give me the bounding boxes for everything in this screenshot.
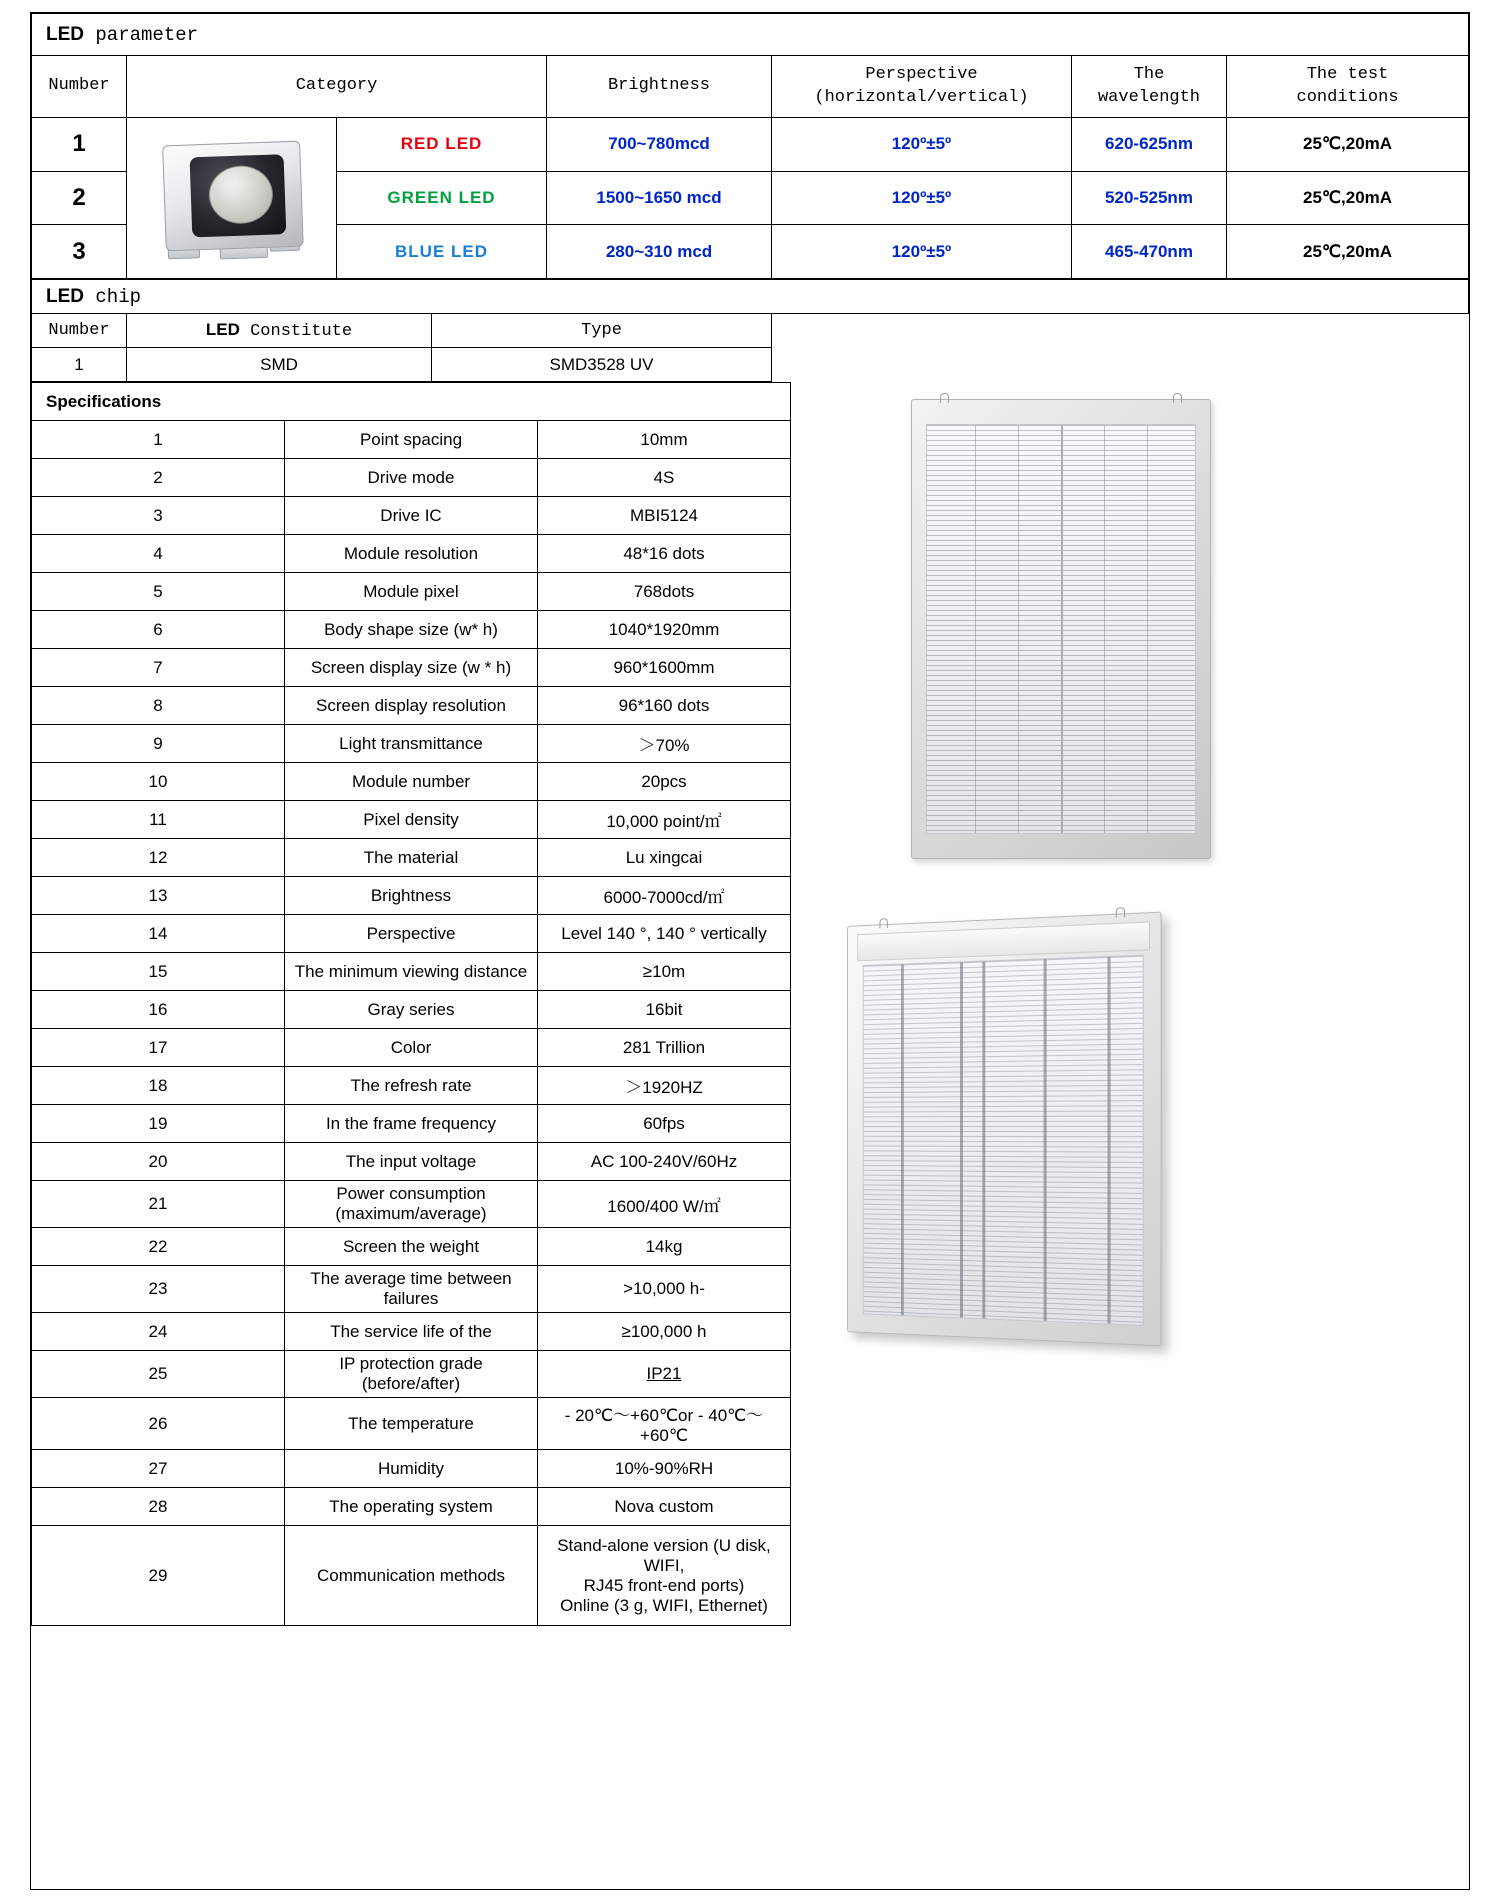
led-parameter-table xyxy=(31,13,1469,279)
spec-value: MBI5124 xyxy=(538,497,791,535)
spec-name: Screen display size (w * h) xyxy=(285,649,538,687)
spec-value: 10%-90%RH xyxy=(538,1450,791,1488)
spec-value: 14kg xyxy=(538,1228,791,1266)
table-row xyxy=(32,573,791,611)
led-category-red: RED LED xyxy=(337,118,547,172)
spec-value: 10mm xyxy=(538,421,791,459)
spec-number: 12 xyxy=(32,839,285,877)
mesh-bar xyxy=(1147,425,1148,833)
chip-row-number: 1 xyxy=(32,348,127,382)
spec-name: The service life of the xyxy=(285,1313,538,1351)
spec-name: The temperature xyxy=(285,1398,538,1450)
spec-value-ip-grade: IP21 xyxy=(646,1364,682,1383)
row-number: 3 xyxy=(32,225,127,279)
spec-name-line1: Power consumption xyxy=(336,1184,486,1203)
spec-number: 23 xyxy=(32,1266,285,1313)
led-perspective-blue: 120º±5º xyxy=(772,225,1072,279)
hook-icon xyxy=(879,918,887,928)
spec-value xyxy=(538,1351,791,1398)
spec-number: 6 xyxy=(32,611,285,649)
table-row xyxy=(32,1351,791,1398)
spec-name: Communication methods xyxy=(285,1526,538,1626)
led-brightness-red: 700~780mcd xyxy=(547,118,772,172)
table-row xyxy=(32,1398,791,1450)
spec-value: Level 140 °, 140 ° vertically xyxy=(538,915,791,953)
spec-number: 10 xyxy=(32,763,285,801)
led-chip-title-bold: LED xyxy=(46,285,84,307)
table-row xyxy=(32,801,791,839)
led-parameter-header-row xyxy=(32,56,1469,118)
spec-name: The material xyxy=(285,839,538,877)
table-row xyxy=(32,118,1469,172)
table-row xyxy=(32,1181,791,1228)
table-row xyxy=(32,915,791,953)
spec-name: Humidity xyxy=(285,1450,538,1488)
spec-number: 14 xyxy=(32,915,285,953)
spec-number: 2 xyxy=(32,459,285,497)
spec-value-line2: RJ45 front-end ports) xyxy=(583,1575,745,1595)
spec-number: 1 xyxy=(32,421,285,459)
spec-value: >10,000 h- xyxy=(538,1266,791,1313)
screen-front-image xyxy=(911,399,1211,859)
spec-number: 7 xyxy=(32,649,285,687)
col-header-number: Number xyxy=(32,56,127,118)
hook-icon xyxy=(1173,393,1182,403)
table-row xyxy=(32,535,791,573)
led-photo-graphic xyxy=(127,118,336,278)
table-row xyxy=(32,1228,791,1266)
table-row xyxy=(32,1526,791,1626)
led-chip-title xyxy=(32,280,1469,314)
mesh-bar xyxy=(901,964,904,1315)
spec-name: Module resolution xyxy=(285,535,538,573)
screen-front-frame xyxy=(911,399,1211,859)
spec-number: 13 xyxy=(32,877,285,915)
spec-value: 281 Trillion xyxy=(538,1029,791,1067)
hook-icon xyxy=(940,393,949,403)
led-perspective-green: 120º±5º xyxy=(772,171,1072,225)
table-row xyxy=(32,649,791,687)
spec-number: 4 xyxy=(32,535,285,573)
led-brightness-green: 1500~1650 mcd xyxy=(547,171,772,225)
col-header-wavelength-line1: The xyxy=(1133,64,1165,84)
spec-name: The refresh rate xyxy=(285,1067,538,1105)
led-chip-title-rest: chip xyxy=(84,285,142,308)
spec-name-line2: (maximum/average) xyxy=(335,1204,487,1223)
spec-value: 48*16 dots xyxy=(538,535,791,573)
spec-value: 768dots xyxy=(538,573,791,611)
table-row xyxy=(32,1029,791,1067)
spec-name: Pixel density xyxy=(285,801,538,839)
spec-number: 9 xyxy=(32,725,285,763)
spec-number: 19 xyxy=(32,1105,285,1143)
mesh-bar xyxy=(975,425,976,833)
col-header-perspective-line2: (horizontal/vertical) xyxy=(814,87,1029,107)
col-header-brightness: Brightness xyxy=(547,56,772,118)
spec-name: Perspective xyxy=(285,915,538,953)
specifications-title: Specifications xyxy=(32,383,791,421)
led-parameter-title-rest: parameter xyxy=(84,23,199,46)
col-header-perspective-line1: Perspective xyxy=(865,64,978,84)
spec-value: Nova custom xyxy=(538,1488,791,1526)
chip-col-header-type: Type xyxy=(432,314,772,348)
chip-row-type: SMD3528 UV xyxy=(432,348,772,382)
spec-number: 28 xyxy=(32,1488,285,1526)
spec-name: Module number xyxy=(285,763,538,801)
table-row xyxy=(32,1488,791,1526)
spec-name xyxy=(285,1266,538,1313)
spec-name: The input voltage xyxy=(285,1143,538,1181)
mesh-bar xyxy=(960,962,963,1317)
spec-number: 5 xyxy=(32,573,285,611)
spec-name-line1: The average time between xyxy=(310,1269,512,1288)
col-header-conditions-line2: conditions xyxy=(1296,87,1399,107)
table-row xyxy=(32,459,791,497)
led-category-green: GREEN LED xyxy=(337,171,547,225)
led-conditions-red: 25℃,20mA xyxy=(1227,118,1469,172)
spec-number: 11 xyxy=(32,801,285,839)
spec-name: The operating system xyxy=(285,1488,538,1526)
spec-number: 3 xyxy=(32,497,285,535)
spec-value: 60fps xyxy=(538,1105,791,1143)
table-row xyxy=(32,763,791,801)
spec-value: 16bit xyxy=(538,991,791,1029)
spec-value: ＞1920HZ xyxy=(538,1067,791,1105)
spec-value: 20pcs xyxy=(538,763,791,801)
spec-name: The minimum viewing distance xyxy=(285,953,538,991)
mesh-bar xyxy=(982,961,985,1318)
table-row xyxy=(32,1266,791,1313)
specifications-title-row xyxy=(32,383,791,421)
spec-name: Brightness xyxy=(285,877,538,915)
spec-value: - 20℃～+60℃or - 40℃～+60℃ xyxy=(538,1398,791,1450)
spec-value-line1: Stand-alone version (U disk, WIFI, xyxy=(557,1535,771,1575)
spec-number: 26 xyxy=(32,1398,285,1450)
spec-value: 4S xyxy=(538,459,791,497)
spec-number: 8 xyxy=(32,687,285,725)
spec-value: Lu xingcai xyxy=(538,839,791,877)
spec-name: Color xyxy=(285,1029,538,1067)
spec-name: Drive mode xyxy=(285,459,538,497)
table-row xyxy=(32,877,791,915)
product-images-column xyxy=(791,349,1469,1889)
spec-name: Screen display resolution xyxy=(285,687,538,725)
chip-col-header-constitute xyxy=(127,314,432,348)
spec-name: Point spacing xyxy=(285,421,538,459)
screen-angled-frame xyxy=(847,912,1161,1347)
mesh-bar xyxy=(1107,957,1110,1324)
chip-col-header-constitute-bold: LED xyxy=(205,320,240,339)
table-row xyxy=(32,725,791,763)
spec-value: 10,000 point/㎡ xyxy=(538,801,791,839)
table-row xyxy=(32,1067,791,1105)
spec-number: 21 xyxy=(32,1181,285,1228)
led-chip-header-row xyxy=(32,314,1469,348)
mesh-bar xyxy=(1104,425,1105,833)
screen-angled-image xyxy=(839,919,1159,1339)
spec-name: In the frame frequency xyxy=(285,1105,538,1143)
spec-number: 22 xyxy=(32,1228,285,1266)
spec-number: 16 xyxy=(32,991,285,1029)
col-header-wavelength xyxy=(1072,56,1227,118)
spec-name: Body shape size (w* h) xyxy=(285,611,538,649)
col-header-perspective xyxy=(772,56,1072,118)
spec-name-line2: failures xyxy=(383,1289,439,1308)
table-row xyxy=(32,839,791,877)
spec-value: 1600/400 W/㎡ xyxy=(538,1181,791,1228)
specifications-table xyxy=(31,382,791,1626)
spec-number: 17 xyxy=(32,1029,285,1067)
led-package-photo xyxy=(127,118,337,279)
chip-col-header-constitute-rest: Constitute xyxy=(239,322,353,341)
spec-number: 18 xyxy=(32,1067,285,1105)
led-body xyxy=(162,141,304,252)
led-package-shape xyxy=(153,136,309,259)
spec-value: AC 100-240V/60Hz xyxy=(538,1143,791,1181)
spec-value: 96*160 dots xyxy=(538,687,791,725)
table-row xyxy=(32,1105,791,1143)
table-row xyxy=(32,687,791,725)
table-row xyxy=(32,1450,791,1488)
chip-col-header-number: Number xyxy=(32,314,127,348)
led-chip-title-row xyxy=(32,280,1469,314)
mesh-bar xyxy=(1018,425,1019,833)
spec-name: Screen the weight xyxy=(285,1228,538,1266)
chip-row-constitute: SMD xyxy=(127,348,432,382)
led-conditions-blue: 25℃,20mA xyxy=(1227,225,1469,279)
spec-value: ≥10m xyxy=(538,953,791,991)
led-brightness-blue: 280~310 mcd xyxy=(547,225,772,279)
screen-front-mesh xyxy=(926,424,1196,834)
spec-number: 25 xyxy=(32,1351,285,1398)
spec-value-line3: Online (3 g, WIFI, Ethernet) xyxy=(560,1595,768,1615)
led-parameter-title-row xyxy=(32,14,1469,56)
spec-name: IP protection grade (before/after) xyxy=(285,1351,538,1398)
spec-name: Light transmittance xyxy=(285,725,538,763)
spec-number: 29 xyxy=(32,1526,285,1626)
mesh-bar xyxy=(1044,959,1047,1321)
hook-icon xyxy=(1116,907,1125,918)
table-row xyxy=(32,1313,791,1351)
spec-value: ＞70% xyxy=(538,725,791,763)
screen-angled-mesh xyxy=(863,955,1144,1326)
led-category-blue: BLUE LED xyxy=(337,225,547,279)
spec-number: 24 xyxy=(32,1313,285,1351)
spec-name: Drive IC xyxy=(285,497,538,535)
led-parameter-title xyxy=(32,14,1469,56)
table-row xyxy=(32,991,791,1029)
col-header-category: Category xyxy=(127,56,547,118)
led-conditions-green: 25℃,20mA xyxy=(1227,171,1469,225)
spec-number: 20 xyxy=(32,1143,285,1181)
table-row xyxy=(32,611,791,649)
col-header-wavelength-line2: wavelength xyxy=(1097,87,1201,107)
spec-name: Module pixel xyxy=(285,573,538,611)
led-parameter-title-bold: LED xyxy=(46,23,84,45)
document-page xyxy=(30,12,1470,1890)
led-wavelength-blue: 465-470nm xyxy=(1072,225,1227,279)
spec-value: ≥100,000 h xyxy=(538,1313,791,1351)
table-row xyxy=(32,497,791,535)
spec-value: 960*1600mm xyxy=(538,649,791,687)
led-wavelength-green: 520-525nm xyxy=(1072,171,1227,225)
spec-number: 27 xyxy=(32,1450,285,1488)
led-perspective-red: 120º±5º xyxy=(772,118,1072,172)
spec-value xyxy=(538,1526,791,1626)
spec-value: 6000-7000cd/㎡ xyxy=(538,877,791,915)
spec-name: Gray series xyxy=(285,991,538,1029)
col-header-conditions-line1: The test xyxy=(1306,64,1389,84)
spec-value: 1040*1920mm xyxy=(538,611,791,649)
spec-name xyxy=(285,1181,538,1228)
row-number: 1 xyxy=(32,118,127,172)
table-row xyxy=(32,1143,791,1181)
row-number: 2 xyxy=(32,171,127,225)
table-row xyxy=(32,953,791,991)
table-row xyxy=(32,421,791,459)
spec-number: 15 xyxy=(32,953,285,991)
col-header-conditions xyxy=(1227,56,1469,118)
led-wavelength-red: 620-625nm xyxy=(1072,118,1227,172)
